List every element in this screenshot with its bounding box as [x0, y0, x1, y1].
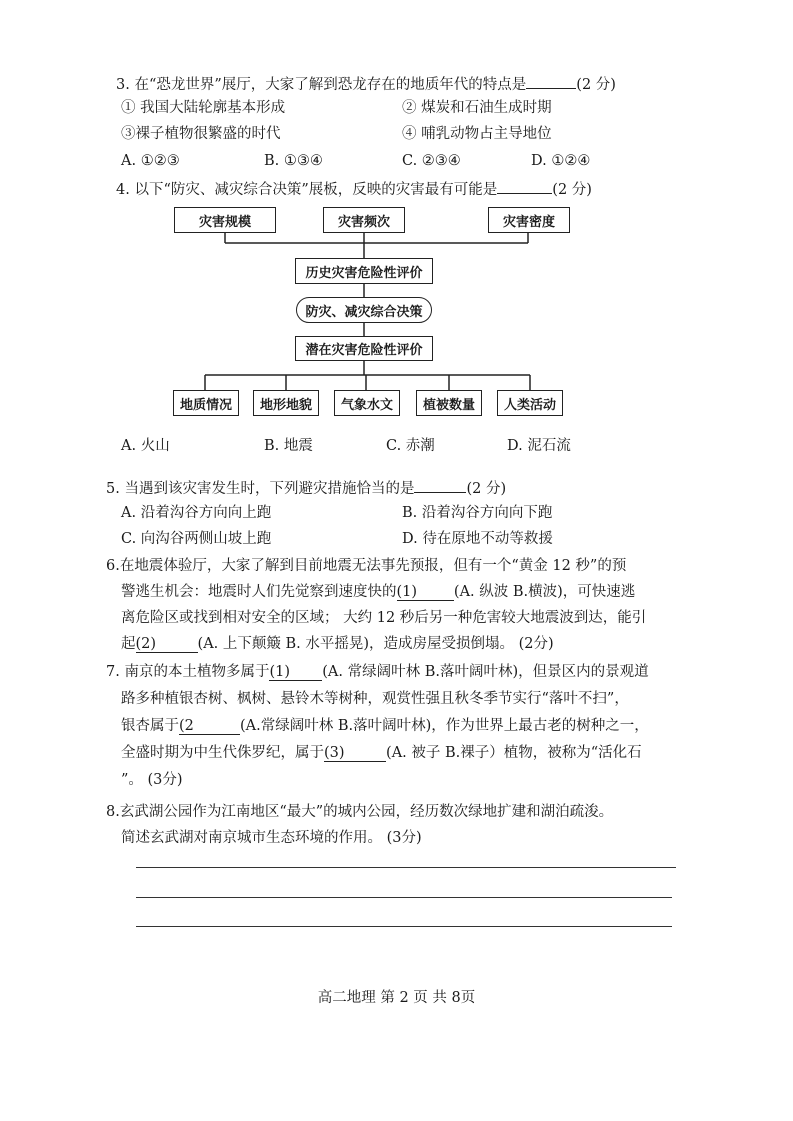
- q3-item-2: ② 煤炭和石油生成时期: [402, 100, 552, 116]
- answer-blank-2[interactable]: (2: [179, 718, 240, 735]
- q7-line-2: 路多种植银杏树、枫树、悬铃木等树种，观赏性强且秋冬季节实行“落叶不扫”，: [121, 691, 629, 707]
- q5-option-a: A. 沿着沟谷方向向上跑: [121, 505, 272, 521]
- q4-stem: 4. 以下“防灾、减灾综合决策”展板，反映的灾害最有可能是 (2 分): [116, 178, 592, 200]
- answer-line-2[interactable]: [136, 897, 672, 898]
- q7-line-4: 全盛时期为中生代侏罗纪，属于(3) (A. 被子 B.裸子）植物，被称为“活化石: [121, 745, 642, 761]
- q6-line-1: 6.在地震体验厅，大家了解到目前地震无法事先预报，但有一个“黄金 12 秒”的预: [106, 558, 627, 574]
- q3-item-4: ④ 哺乳动物占主导地位: [402, 126, 552, 142]
- diagram-box-landform: 地形地貌: [253, 390, 319, 416]
- q5-option-d: D. 待在原地不动等救援: [402, 531, 553, 547]
- diagram-box-geology: 地质情况: [173, 390, 239, 416]
- page-footer: 高二地理 第 2 页 共 8页: [317, 990, 476, 1006]
- q7-line-5: ”。 (3分): [121, 772, 183, 788]
- answer-blank[interactable]: [497, 178, 552, 194]
- diagram-box-historical-evaluation: 历史灾害危险性评价: [295, 258, 433, 284]
- answer-blank-2[interactable]: (2): [136, 636, 198, 653]
- q5-stem: 5. 当遇到该灾害发生时，下列避灾措施恰当的是 (2 分): [106, 477, 506, 499]
- diagram-box-frequency: 灾害频次: [323, 207, 405, 233]
- q3-option-b: B. ①③④: [264, 153, 323, 169]
- diagram-box-density: 灾害密度: [488, 207, 570, 233]
- q5-option-c: C. 向沟谷两侧山坡上跑: [121, 531, 272, 547]
- q8-line-2: 简述玄武湖对南京城市生态环境的作用。 (3分): [121, 830, 422, 846]
- answer-line-1[interactable]: [136, 867, 676, 868]
- q6-line-3: 离危险区或找到相对安全的区域； 大约 12 秒后另一种危害较大地震波到达，能引: [121, 610, 647, 626]
- diagram-box-scale: 灾害规模: [174, 207, 276, 233]
- q3-item-1: ① 我国大陆轮廓基本形成: [121, 100, 286, 116]
- diagram-box-potential-evaluation: 潜在灾害危险性评价: [295, 336, 433, 361]
- diagram-box-hydrometeorology: 气象水文: [334, 390, 400, 416]
- q7-line-1: 7. 南京的本土植物多属于(1) (A. 常绿阔叶林 B.落叶阔叶林)，但景区内的景观道: [106, 664, 649, 680]
- answer-line-3[interactable]: [136, 926, 672, 927]
- answer-blank[interactable]: [526, 73, 576, 89]
- q6-line-2: 警逃生机会：地震时人们先觉察到速度快的(1) (A. 纵波 B.横波)，可快速逃: [121, 584, 636, 600]
- answer-blank-1[interactable]: (1): [269, 664, 322, 681]
- diagram-box-decision: 防灾、减灾综合决策: [296, 297, 432, 323]
- q3-option-c: C. ②③④: [402, 153, 461, 169]
- q4-option-b: B. 地震: [264, 438, 313, 454]
- q8-line-1: 8.玄武湖公园作为江南地区“最大”的城内公园，经历数次绿地扩建和湖泊疏浚。: [106, 804, 614, 820]
- q5-option-b: B. 沿着沟谷方向向下跑: [402, 505, 553, 521]
- q3-option-d: D. ①②④: [531, 153, 591, 169]
- diagram-box-human-activity: 人类活动: [497, 390, 563, 416]
- q4-option-a: A. 火山: [121, 438, 170, 454]
- q3-stem: 3. 在“恐龙世界”展厅，大家了解到恐龙存在的地质年代的特点是 (2 分): [116, 73, 616, 95]
- q4-option-c: C. 赤潮: [386, 438, 435, 454]
- answer-blank-3[interactable]: (3): [324, 745, 386, 762]
- q3-option-a: A. ①②③: [121, 153, 180, 169]
- answer-blank[interactable]: [414, 477, 466, 493]
- diagram-box-vegetation: 植被数量: [416, 390, 482, 416]
- q6-line-4: 起(2) (A. 上下颠簸 B. 水平摇晃)，造成房屋受损倒塌。 (2分): [121, 636, 554, 652]
- q7-line-3: 银杏属于(2 (A.常绿阔叶林 B.落叶阔叶林)，作为世界上最古老的树种之一，: [121, 718, 649, 734]
- q4-option-d: D. 泥石流: [507, 438, 571, 454]
- q3-item-3: ③裸子植物很繁盛的时代: [121, 126, 281, 142]
- answer-blank-1[interactable]: (1): [397, 584, 454, 601]
